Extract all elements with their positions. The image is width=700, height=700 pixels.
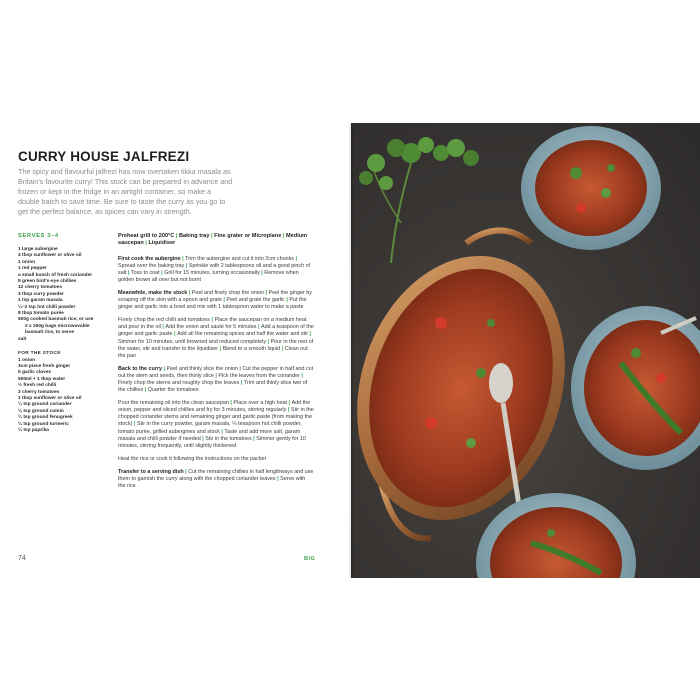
method-step: Grill for 15 minutes, turning occasionally	[164, 269, 260, 276]
ingredient-list	[18, 247, 113, 343]
ingredient-item: basmati rice, to serve	[25, 330, 75, 336]
method-step: Add a teaspoon of the ginger and garlic paste	[118, 324, 314, 338]
separator: |	[237, 365, 243, 372]
separator: |	[162, 365, 167, 372]
separator: |	[256, 324, 261, 331]
separator: |	[299, 372, 303, 379]
method-step: Peel and grate the garlic	[226, 297, 285, 304]
book-spine-shadow	[349, 123, 353, 578]
method-lead: Meanwhile, make the stock	[118, 289, 188, 296]
separator: |	[180, 255, 186, 262]
separator: |	[221, 297, 227, 304]
separator: |	[284, 297, 290, 304]
separator: |	[286, 407, 291, 414]
separator: |	[160, 324, 166, 331]
method-step: Stir in the tomatoes	[205, 435, 252, 442]
method-step: Sprinkle with 2 tablespoons oil and a good pinch of salt	[118, 262, 311, 276]
equipment-item: Preheat grill to 200°C	[118, 233, 175, 239]
ingredient-item: 2 x 250g bags microwavable	[25, 323, 90, 329]
separator: |	[219, 428, 225, 435]
method-step: Clean out the pan	[118, 345, 308, 359]
method-step: Put the ginger and garlic into a bowl and mix with 1 tablespoon water to make a paste	[118, 297, 307, 311]
pan-handle-top	[466, 231, 531, 244]
ingredient-item: 1 onion	[18, 357, 36, 363]
equipment-item: Medium saucepan	[118, 233, 308, 247]
separator: |	[263, 289, 269, 296]
book-spread	[0, 123, 700, 578]
method-step: Taste and add more salt, garam masala and chilli powder if needed	[118, 428, 301, 442]
ingredient-item: 5 green bird's-eye chillies	[18, 279, 77, 285]
ingredient-item: 1 red pepper	[18, 266, 47, 272]
method-step: Pour in the rest of the water, stir and transfer to the liquidiser	[118, 338, 314, 352]
separator: |	[281, 233, 286, 239]
ingredient-item: 1 large aubergine	[18, 247, 58, 252]
ingredient-item: a small bunch of fresh coriander	[18, 272, 93, 278]
method-step: Place the saucepan on a medium heat and pour in the oil	[118, 317, 307, 331]
method-lead: Back to the curry	[118, 365, 163, 372]
separator: |	[280, 345, 285, 352]
method-paragraph	[118, 317, 314, 360]
separator: |	[143, 240, 149, 247]
ingredient-item: 3 cherry tomatoes	[18, 389, 60, 395]
method-step: Pour the remaining oil into the clean saucepan	[118, 400, 229, 407]
ingredient-item: 1 onion	[18, 259, 36, 265]
method-paragraph	[118, 290, 314, 311]
method-step: Cut the pepper in half and cut out the stem and seeds, then thinly slice	[118, 365, 314, 379]
ingredient-item: 3cm piece fresh ginger	[18, 363, 71, 369]
separator: |	[259, 269, 265, 276]
method-step: Spread over the baking tray	[118, 262, 185, 269]
separator: |	[132, 421, 137, 428]
separator: |	[275, 476, 281, 483]
method-lead: Transfer to a serving dish	[118, 468, 184, 475]
recipe-title: CURRY HOUSE JALFREZI	[18, 149, 190, 164]
ingredient-item: ¼ tsp ground turmeric	[18, 421, 69, 427]
ingredient-item: ½ fresh red chilli	[18, 383, 57, 389]
separator: |	[159, 269, 165, 276]
right-bowl	[571, 306, 700, 470]
method-step: Pick the leaves from the coriander	[218, 372, 300, 379]
method-step: Stir in the curry powder, garam masala, ¼ teaspoon hot chilli powder, tomato purée, grilled aubergines and stock	[118, 421, 302, 435]
separator: |	[184, 262, 189, 269]
method-paragraph	[118, 469, 314, 490]
method-step: Add all the remaining spices and half the water and stir	[177, 331, 309, 338]
separator: |	[187, 289, 192, 296]
ingredient-item: 5 garlic cloves	[18, 370, 52, 376]
method-step: Blend to a smooth liquid	[222, 345, 281, 352]
food-photo-illustration	[351, 123, 700, 578]
ingredient-item: 1 tbsp sunflower or olive oil	[18, 395, 82, 401]
top-bowl	[521, 126, 661, 250]
stock-heading: FOR THE STOCK	[18, 351, 61, 357]
ingredient-item: 4 tbsp sunflower or olive oil	[18, 253, 82, 259]
method-step: Peel and thinly slice the onion	[166, 365, 238, 372]
method-step: Heat the rice or cook it following the instructions on the packet	[118, 455, 267, 462]
method-step: Quarter the tomatoes	[147, 387, 199, 394]
recipe-intro: The spicy and flavourful jalfrezi has now overtaken tikka masala as Britain's favourite curry! This stock can be prepared in advance and frozen or kept in the fridge in an airtight container, so make a double batch to save time. Be sure to taste the curry as you go to get the perfect balance, as spices can vary in strength.	[18, 167, 233, 216]
separator: |	[308, 331, 312, 338]
ingredient-item: 12 cherry tomatoes	[18, 285, 62, 291]
ingredient-item: 8 tbsp tomato purée	[18, 311, 64, 317]
ingredient-item: ¼ tsp ground cumin	[18, 408, 64, 414]
method-step: Toss to coat	[130, 269, 160, 276]
equipment-item: Fine grater or Microplane	[214, 233, 282, 239]
method-step: Stir in the chopped coriander stems and remaining ginger and garlic paste (from making the stock)	[118, 407, 314, 428]
separator: |	[218, 345, 223, 352]
coriander-sprig-icon	[359, 137, 479, 263]
ingredient-item: 500g cooked basmati rice, or use	[18, 317, 94, 323]
curry-photo	[351, 123, 700, 578]
method-step: Place over a high heat	[233, 400, 288, 407]
method-step: Trim the aubergine and cut it into 2cm chunks	[185, 255, 294, 262]
separator: |	[172, 331, 178, 338]
ingredient-item: ¼ tsp ground coriander	[18, 402, 72, 408]
separator: |	[210, 317, 215, 324]
separator: |	[183, 468, 189, 475]
method-steps	[118, 256, 314, 491]
method-step: Peel and finely chop the onion	[191, 289, 264, 296]
section-label: BIG	[304, 556, 316, 562]
method-step: Add the onion and sauté for 5 minutes	[165, 324, 257, 331]
method-paragraph	[118, 256, 314, 284]
method-paragraph	[118, 456, 314, 463]
serves-label: SERVES 3–4	[18, 233, 59, 239]
bottom-bowl	[476, 493, 636, 578]
method-step: Simmer for 10 minutes, until browned and reduced completely	[118, 338, 267, 345]
separator: |	[287, 400, 292, 407]
recipe-page	[0, 123, 351, 578]
method-step: Add the onion, pepper and sliced chillies and fry for 3 minutes, stirring regularly	[118, 400, 311, 414]
separator: |	[239, 380, 244, 386]
ingredient-item: ¼ tsp ground fenugreek	[18, 415, 73, 421]
method-step: Finely chop the stems and roughly chop the leaves	[118, 380, 240, 386]
ingredient-item: ¼–2 tsp hot chilli powder	[18, 304, 76, 310]
method-paragraph	[118, 366, 314, 394]
separator: |	[228, 400, 234, 407]
ingredient-item: salt	[18, 336, 27, 342]
method-step: Serve with the rice	[118, 476, 306, 490]
method-lead: First cook the aubergine	[118, 255, 181, 262]
separator: |	[143, 387, 148, 394]
separator: |	[209, 233, 215, 239]
equipment-item: Baking tray	[179, 233, 210, 239]
separator: |	[200, 435, 206, 442]
page-number: 74	[18, 555, 26, 562]
method-step: Simmer gently for 10 minutes, stirring frequently, until slightly thickened	[118, 435, 306, 449]
separator: |	[213, 372, 219, 379]
equipment-list	[118, 233, 314, 248]
separator: |	[294, 255, 298, 262]
stock-ingredient-list	[18, 358, 113, 435]
ingredient-item: 500ml + 1 tbsp water	[18, 376, 66, 382]
method-step: Cut the remaining chillies in half lengthways and use them to garnish the curry along with the chopped coriander leaves	[118, 468, 314, 483]
method-paragraph	[118, 400, 314, 450]
ingredient-item: 1 tsp garam masala	[18, 298, 63, 304]
separator: |	[174, 233, 180, 239]
method-step: Peel the ginger by scraping off the skin with a spoon and grate	[118, 289, 312, 304]
ingredient-item: 3 tbsp curry powder	[18, 291, 64, 297]
method-step: Remove when golden brown all over but not burnt	[118, 269, 299, 283]
equipment-item: Liquidiser	[148, 240, 176, 247]
separator: |	[266, 338, 271, 345]
method-step: Trim and thinly slice two of the chillies	[118, 380, 308, 394]
method-step: Finely chop the red chilli and tomatoes	[118, 317, 210, 324]
method-column	[118, 233, 314, 496]
separator: |	[126, 269, 131, 276]
ingredients-column	[18, 233, 113, 434]
ingredient-item: ¼ tsp paprika	[18, 427, 49, 433]
separator: |	[251, 435, 257, 442]
